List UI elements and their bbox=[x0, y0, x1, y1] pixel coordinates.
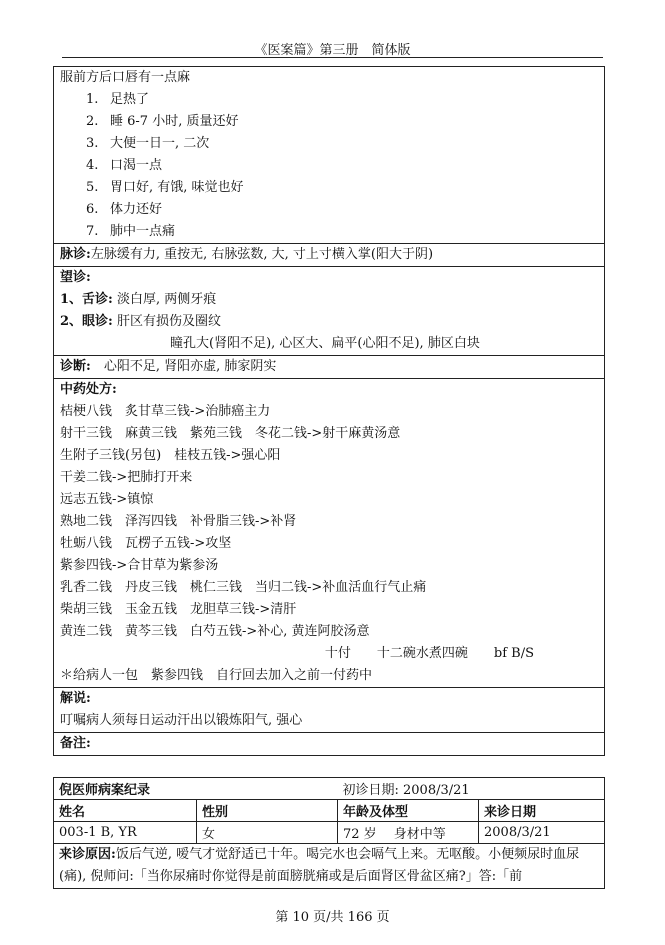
item-number: 3. bbox=[86, 136, 99, 151]
reason-text: 饭后气逆, 嗳气才觉舒适已十年。喝完水也会嗝气上来。无呕酸。小便频尿时血尿(痛), 倪师问:「当你尿痛时你觉得是前面膀胱痛或是后面肾区骨盆区痛?」答:「前 bbox=[59, 847, 580, 884]
tongue-label: 1、舌诊: bbox=[60, 292, 113, 307]
header-gender: 性别 bbox=[202, 805, 229, 820]
list-item bbox=[60, 199, 598, 221]
prescription-line: 熟地二钱 泽泻四钱 补骨脂三钱->补肾 bbox=[60, 514, 297, 529]
first-visit-date: 初诊日期: 2008/3/21 bbox=[338, 778, 605, 800]
list-item bbox=[60, 89, 598, 111]
prescription-line: 干姜二钱->把肺打开来 bbox=[60, 470, 193, 485]
diagnosis-label: 诊断: bbox=[60, 359, 91, 374]
prescription-section bbox=[54, 378, 604, 687]
pulse-text: 左脉缓有力, 重按无, 右脉弦数, 大, 寸上寸横入掌(阳大于阴) bbox=[90, 247, 434, 262]
prescription-line: 远志五钱->镇惊 bbox=[60, 492, 154, 507]
header-age: 年龄及体型 bbox=[343, 805, 409, 820]
item-text: 肺中一点痛 bbox=[110, 224, 176, 239]
item-text: 体力还好 bbox=[110, 202, 163, 217]
item-number: 1. bbox=[86, 92, 99, 107]
list-item bbox=[60, 133, 598, 155]
prescription-line: 生附子三钱(另包) 桂枝五钱->强心阳 bbox=[60, 448, 281, 463]
list-item bbox=[60, 221, 598, 243]
dosage-line: 十付 十二碗水煮四碗 bf B/S bbox=[324, 646, 534, 661]
pulse-section bbox=[54, 243, 604, 266]
symptoms-intro: 服前方后口唇有一点麻 bbox=[60, 70, 191, 85]
prescription-line: 射干三钱 麻黄三钱 紫苑三钱 冬花二钱->射干麻黄汤意 bbox=[60, 426, 401, 441]
reason-label: 来诊原因: bbox=[59, 847, 116, 862]
item-number: 7. bbox=[86, 224, 99, 239]
remarks-label: 备注: bbox=[60, 736, 91, 751]
prescription-note: ＊给病人一包 紫参四钱 自行回去加入之前一付药中 bbox=[60, 668, 373, 683]
eye-label: 2、眼诊: bbox=[60, 314, 113, 329]
patient-gender: 女 bbox=[197, 822, 338, 844]
record-title: 倪医师病案纪录 bbox=[59, 783, 151, 798]
patient-id: 003-1 B, YR bbox=[54, 822, 197, 844]
remarks-section bbox=[54, 732, 604, 755]
item-text: 大便一日一, 二次 bbox=[110, 136, 210, 151]
prescription-line: 紫参四钱->合甘草为紫参汤 bbox=[60, 558, 219, 573]
prescription-line: 桔梗八钱 炙甘草三钱->治肺癌主力 bbox=[60, 404, 271, 419]
header-rule bbox=[62, 57, 603, 58]
item-number: 2. bbox=[86, 114, 99, 129]
page-header: 《医案篇》第三册 简体版 bbox=[254, 43, 411, 58]
explanation-section bbox=[54, 687, 604, 732]
case-record-table bbox=[53, 777, 605, 889]
symptoms-section bbox=[54, 67, 604, 243]
visit-date: 2008/3/21 bbox=[479, 822, 605, 844]
prescription-line: 黄连二钱 黄芩三钱 白芍五钱->补心, 黄连阿胶汤意 bbox=[60, 624, 370, 639]
pulse-label: 脉诊: bbox=[60, 247, 91, 262]
item-text: 胃口好, 有饿, 味觉也好 bbox=[110, 180, 244, 195]
list-item bbox=[60, 155, 598, 177]
prescription-line: 牡蛎八钱 瓦楞子五钱->攻坚 bbox=[60, 536, 232, 551]
prescription-line: 柴胡三钱 玉金五钱 龙胆草三钱->清肝 bbox=[60, 602, 297, 617]
page-footer: 第 10 页/共 166 页 bbox=[275, 910, 390, 925]
item-number: 5. bbox=[86, 180, 99, 195]
prescription-line: 乳香二钱 丹皮三钱 桃仁三钱 当归二钱->补血活血行气止痛 bbox=[60, 580, 427, 595]
header-visit-date: 来诊日期 bbox=[484, 805, 537, 820]
reason-cell bbox=[54, 844, 605, 889]
case-box bbox=[53, 66, 605, 756]
list-item bbox=[60, 177, 598, 199]
tongue-text: 淡白厚, 两侧牙痕 bbox=[117, 292, 217, 307]
prescription-label: 中药处方: bbox=[60, 382, 117, 397]
eye-text-continued: 瞳孔大(肾阳不足), 心区大、扁平(心阳不足), 肺区白块 bbox=[170, 336, 480, 351]
inspection-section bbox=[54, 266, 604, 355]
patient-age: 72 岁 身材中等 bbox=[338, 822, 479, 844]
inspection-label: 望诊: bbox=[60, 270, 91, 285]
item-number: 6. bbox=[86, 202, 99, 217]
diagnosis-section bbox=[54, 355, 604, 378]
diagnosis-text: 心阳不足, 肾阳亦虚, 肺家阴实 bbox=[103, 359, 277, 374]
explanation-label: 解说: bbox=[60, 691, 91, 706]
item-number: 4. bbox=[86, 158, 99, 173]
list-item bbox=[60, 111, 598, 133]
header-name: 姓名 bbox=[59, 805, 86, 820]
item-text: 睡 6-7 小时, 质量还好 bbox=[110, 114, 239, 129]
item-text: 口渴一点 bbox=[110, 158, 163, 173]
symptom-list bbox=[60, 89, 598, 243]
explanation-text: 叮嘱病人须每日运动汗出以锻炼阳气, 强心 bbox=[60, 713, 303, 728]
item-text: 足热了 bbox=[110, 92, 150, 107]
eye-text: 肝区有损伤及圈纹 bbox=[117, 314, 222, 329]
